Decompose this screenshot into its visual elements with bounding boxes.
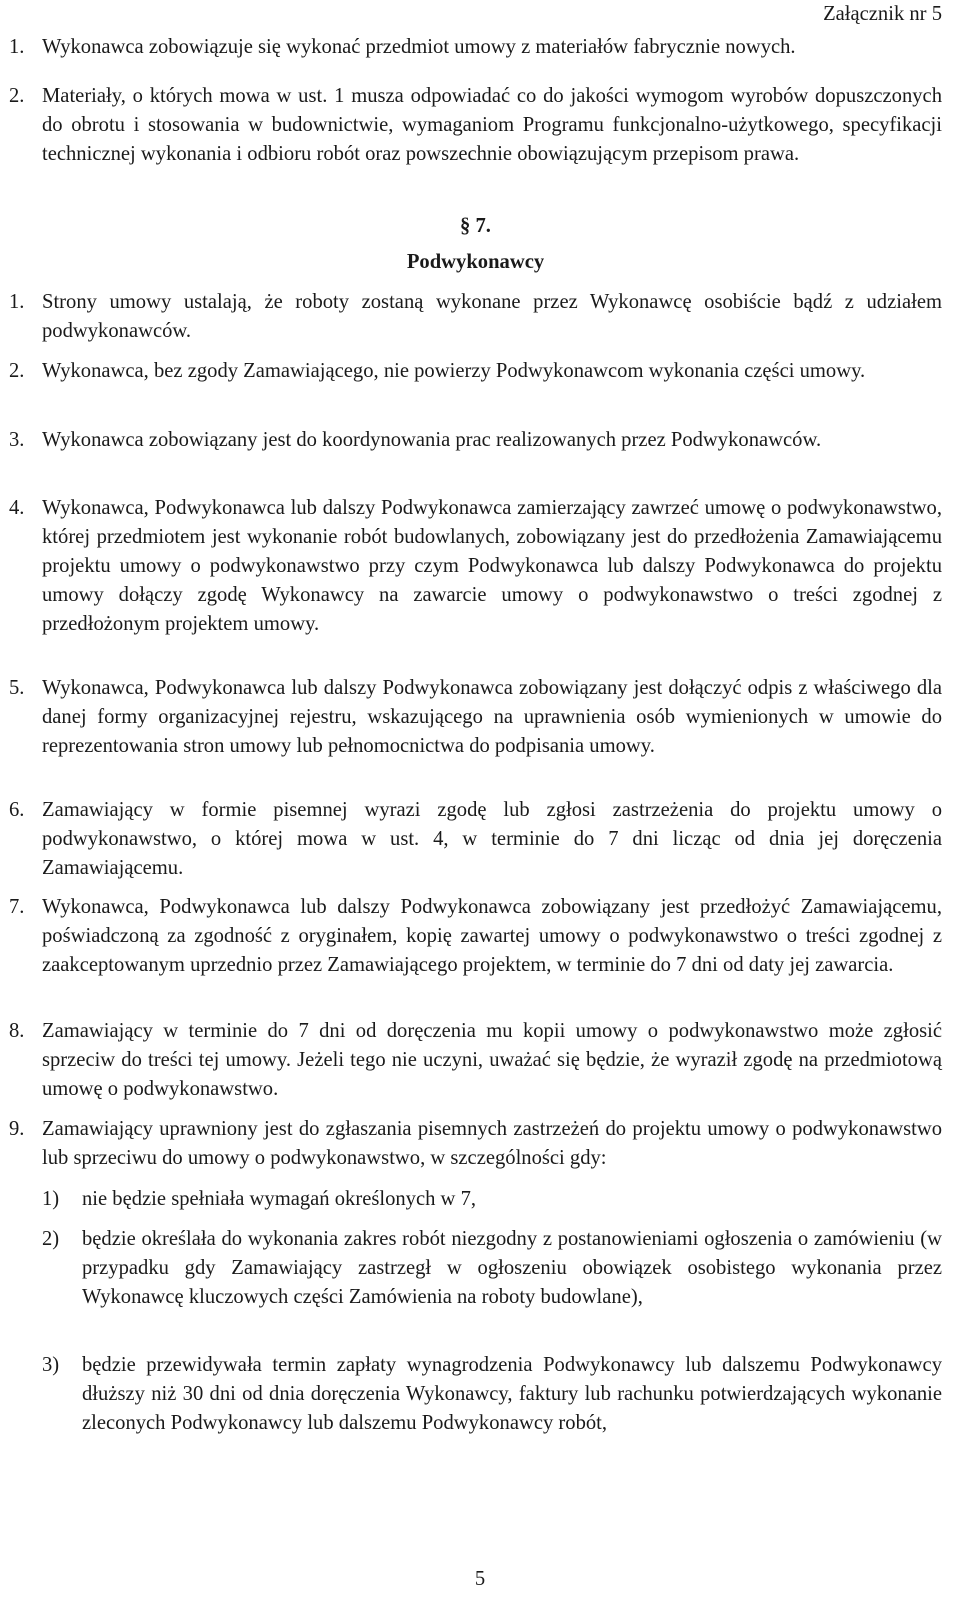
- list-item-8: [9, 1017, 942, 1104]
- section-number: § 7.: [460, 215, 491, 237]
- list-item-2: [9, 357, 942, 386]
- intro-item-text: Wykonawca zobowiązuje się wykonać przedmiot umowy z materiałów fabrycznie nowych.: [42, 36, 796, 58]
- list-item-number: 9.: [9, 1118, 25, 1140]
- list-item-number: 5.: [9, 677, 25, 699]
- list-item-number: 6.: [9, 799, 25, 821]
- list-item-number: 8.: [9, 1020, 25, 1042]
- intro-item-number: 1.: [9, 36, 25, 58]
- page-number: 5: [474, 1568, 486, 1590]
- intro-item-1: [9, 33, 942, 62]
- list-item-4: [9, 494, 942, 639]
- sub-item-text: będzie przewidywała termin zapłaty wynagrodzenia Podwykonawcy lub dalszemu Podwykonawcy dłuższy niż 30 dni od dnia doręczenia Wykonawcy, faktury lub rachunku potwierdzających wykonanie zleconych Podwykonawcy lub dalszemu Podwykonawcy robót,: [82, 1354, 942, 1434]
- list-item-text: Wykonawca, bez zgody Zamawiającego, nie powierzy Podwykonawcom wykonania części umowy.: [42, 360, 866, 382]
- list-item-number: 3.: [9, 429, 25, 451]
- sub-item-number: 2): [42, 1228, 60, 1250]
- list-item-1: [9, 288, 942, 346]
- list-item-text: Wykonawca, Podwykonawca lub dalszy Podwykonawca zobowiązany jest przedłożyć Zamawiającemu, poświadczoną za zgodność z oryginałem, kopię zawartej umowy o podwykonawstwo o treści zgodnej z zaakceptowanym uprzednio przez Zamawiającego projektem, w terminie do 7 dni od daty jej zawarcia.: [42, 896, 942, 976]
- sub-item-text: nie będzie spełniała wymagań określonych w 7,: [82, 1188, 477, 1210]
- sub-item-number: 1): [42, 1188, 60, 1210]
- list-item-5: [9, 674, 942, 761]
- list-item-7: [9, 893, 942, 980]
- sub-item-text: będzie określała do wykonania zakres robót niezgodny z postanowieniami ogłoszenia o zamówieniu (w przypadku gdy Zamawiający zastrzegł w ogłoszeniu obowiązek osobistego wykonania przez Wykonawcę kluczowych części Zamówienia na roboty budowlane),: [82, 1228, 942, 1308]
- list-item-text: Zamawiający w formie pisemnej wyrazi zgodę lub zgłosi zastrzeżenia do projektu umowy o podwykonawstwo, o której mowa w ust. 4, w terminie do 7 dni licząc od dnia jej doręczenia Zamawiającemu.: [42, 799, 942, 879]
- list-item-number: 4.: [9, 497, 25, 519]
- list-item-9: [9, 1115, 942, 1173]
- section-title: Podwykonawcy: [406, 251, 545, 273]
- intro-item-number: 2.: [9, 85, 25, 107]
- annex-label: Załącznik nr 5: [823, 3, 942, 25]
- list-item-text: Wykonawca, Podwykonawca lub dalszy Podwykonawca zobowiązany jest dołączyć odpis z właściwego dla danej formy organizacyjnej rejestru, wskazującego na uprawnienia osób wymienionych w umowie do reprezentowania stron umowy lub pełnomocnictwa do podpisania umowy.: [42, 677, 942, 757]
- list-item-text: Zamawiający uprawniony jest do zgłaszania pisemnych zastrzeżeń do projektu umowy o podwykonawstwo lub sprzeciwu do umowy o podwykonawstwo, w szczególności gdy:: [42, 1118, 942, 1169]
- list-item-text: Strony umowy ustalają, że roboty zostaną wykonane przez Wykonawcę osobiście bądź z udziałem podwykonawców.: [42, 291, 942, 342]
- sub-item-2: [42, 1225, 942, 1312]
- list-item-text: Zamawiający w terminie do 7 dni od doręczenia mu kopii umowy o podwykonawstwo może zgłosić sprzeciw do treści tej umowy. Jeżeli tego nie uczyni, uważać się będzie, że wyraził zgodę na przedmiotową umowę o podwykonawstwo.: [42, 1020, 942, 1100]
- list-item-6: [9, 796, 942, 883]
- list-item-text: Wykonawca, Podwykonawca lub dalszy Podwykonawca zamierzający zawrzeć umowę o podwykonawstwo, której przedmiotem jest wykonanie robót budowlanych, zobowiązany jest do przedłożenia Zamawiającemu projektu umowy o podwykonawstwo przy czym Podwykonawca lub dalszy Podwykonawca do projektu umowy dołączy zgodę Wykonawcy na zawarcie umowy o podwykonawstwo o treści zgodnej z przedłożonym projektem umowy.: [42, 497, 942, 635]
- list-item-text: Wykonawca zobowiązany jest do koordynowania prac realizowanych przez Podwykonawców.: [42, 429, 822, 451]
- sub-item-1: [42, 1185, 942, 1214]
- list-item-3: [9, 426, 942, 455]
- sub-item-3: [42, 1351, 942, 1438]
- list-item-number: 7.: [9, 896, 25, 918]
- list-item-number: 2.: [9, 360, 25, 382]
- sub-item-number: 3): [42, 1354, 60, 1376]
- intro-item-2: [9, 82, 942, 169]
- list-item-number: 1.: [9, 291, 25, 313]
- intro-item-text: Materiały, o których mowa w ust. 1 musza odpowiadać co do jakości wymogom wyrobów dopuszczonych do obrotu i stosowania w budownictwie, wymaganiom Programu funkcjonalno-użytkowego, specyfikacji technicznej wykonania i odbioru robót oraz powszechnie obowiązującym przepisom prawa.: [42, 85, 942, 165]
